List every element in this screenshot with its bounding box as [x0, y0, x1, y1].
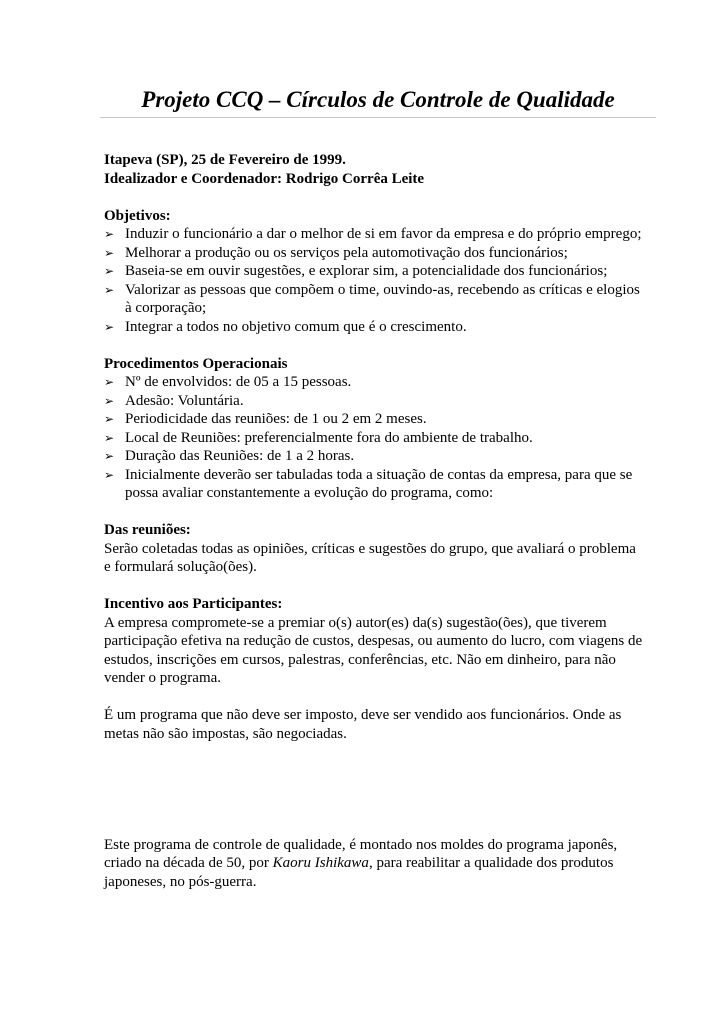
page-title: Projeto CCQ – Círculos de Controle de Qualidade: [100, 86, 656, 118]
list-item: [104, 447, 644, 466]
list-item: [104, 373, 644, 392]
list-item-text: Inicialmente deverão ser tabuladas toda a situação de contas da empresa, para que se possa avaliar constantemente a evolução do programa, como:: [125, 466, 633, 501]
list-item-text: Valorizar as pessoas que compõem o time, ouvindo-as, recebendo as críticas e elogios à corporação;: [125, 281, 640, 316]
arrowhead-bullet-icon: ➢: [104, 412, 115, 426]
list-item-text: Integrar a todos no objetivo comum que é o crescimento.: [125, 318, 467, 335]
arrowhead-bullet-icon: ➢: [104, 430, 115, 445]
list-item-text: Induzir o funcionário a dar o melhor de si em favor da empresa e do próprio emprego;: [125, 226, 642, 242]
rodape-author: Kaoru Ishikawa: [272, 855, 369, 871]
list-item-text: Adesão: Voluntária.: [125, 392, 244, 409]
list-item: [104, 281, 644, 318]
incentivo-text: A empresa compromete-se a premiar o(s) autor(es) da(s) sugestão(ões), que tiverem participação efetiva na redução de custos, despesas, ou aumento do lucro, com viagens de estudos, inscrições em cursos, palestras, conferências, etc. Não em dinheiro, para não vender o programa.: [104, 614, 643, 686]
arrowhead-bullet-icon: ➢: [104, 227, 115, 241]
objetivos-list: [104, 225, 644, 336]
location-date: Itapeva (SP), 25 de Fevereiro de 1999.: [104, 152, 346, 168]
list-item: [104, 318, 644, 337]
procedimentos-heading: Procedimentos Operacionais: [104, 355, 288, 372]
procedimentos-list: [104, 373, 644, 503]
arrowhead-bullet-icon: ➢: [104, 319, 115, 334]
list-item-text: Melhorar a produção ou os serviços pela automotivação dos funcionários;: [125, 244, 568, 261]
author-line: Idealizador e Coordenador: Rodrigo Corrêa Leite: [104, 170, 425, 187]
arrowhead-bullet-icon: ➢: [104, 282, 115, 297]
section-programa: [104, 706, 644, 743]
document-meta: [104, 151, 644, 188]
section-reunioes: [104, 521, 644, 577]
rodape-text-before: Este programa de controle de qualidade, é montado nos moldes do programa japonês, criado na década de 50, por: [104, 836, 618, 871]
list-item-text: Periodicidade das reuniões: de 1 ou 2 em 2 meses.: [125, 411, 427, 427]
reunioes-text: Serão coletadas todas as opiniões, críticas e sugestões do grupo, que avaliará o problema e formulará solução(ões).: [104, 540, 636, 575]
reunioes-heading: Das reuniões:: [104, 522, 191, 538]
list-item: [104, 262, 644, 281]
list-item: [104, 410, 644, 429]
arrowhead-bullet-icon: ➢: [104, 467, 115, 482]
list-item: [104, 466, 644, 503]
section-rodape: [104, 836, 644, 892]
list-item-text: Baseia-se em ouvir sugestões, e explorar sim, a potencialidade dos funcionários;: [125, 263, 608, 279]
arrowhead-bullet-icon: ➢: [104, 449, 115, 463]
objetivos-heading: Objetivos:: [104, 207, 171, 224]
section-objetivos: [104, 207, 644, 337]
section-incentivo: [104, 595, 644, 688]
rodape-text-after: , para reabilitar a qualidade dos produtos japoneses, no pós-guerra.: [104, 855, 614, 890]
document-page: [104, 86, 644, 891]
list-item-text: Local de Reuniões: preferencialmente fora do ambiente de trabalho.: [125, 429, 533, 446]
list-item: [104, 392, 644, 411]
rodape-text: [104, 836, 644, 892]
arrowhead-bullet-icon: ➢: [104, 245, 115, 260]
blank-space: [104, 743, 644, 817]
list-item: [104, 244, 644, 263]
list-item-text: Nº de envolvidos: de 05 a 15 pessoas.: [125, 374, 352, 390]
list-item: [104, 429, 644, 448]
arrowhead-bullet-icon: ➢: [104, 393, 115, 408]
section-procedimentos: [104, 355, 644, 503]
programa-text: É um programa que não deve ser imposto, deve ser vendido aos funcionários. Onde as metas não são impostas, são negociadas.: [104, 707, 622, 742]
list-item: [104, 225, 644, 244]
arrowhead-bullet-icon: ➢: [104, 375, 115, 389]
list-item-text: Duração das Reuniões: de 1 a 2 horas.: [125, 448, 355, 464]
arrowhead-bullet-icon: ➢: [104, 264, 115, 278]
incentivo-heading: Incentivo aos Participantes:: [104, 596, 283, 612]
